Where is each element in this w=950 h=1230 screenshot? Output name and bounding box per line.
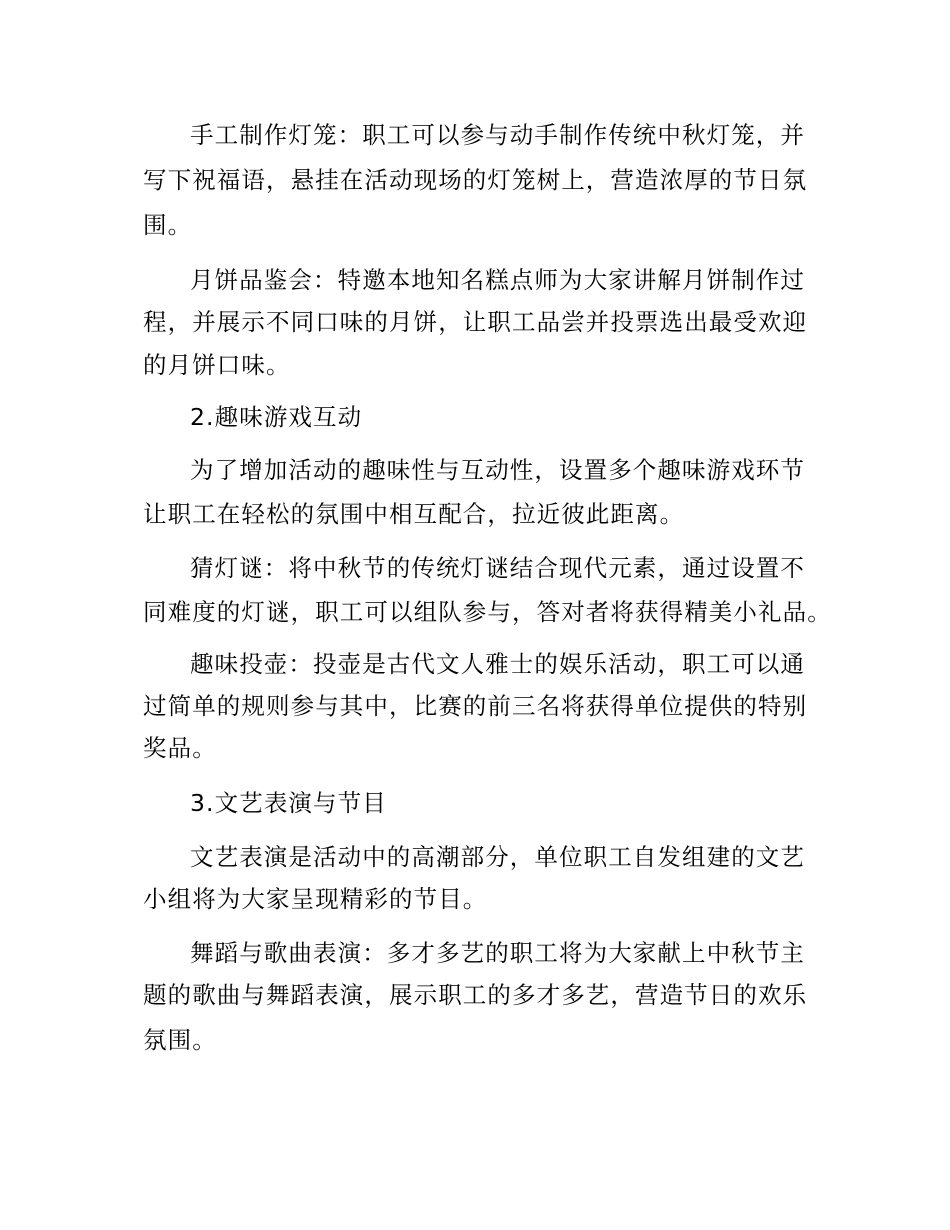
text-line: 题的歌曲与舞蹈表演，展示职工的多才多艺，营造节日的欢乐: [143, 981, 808, 1009]
text-line: 同难度的灯谜，职工可以组队参与，答对者将获得精美小礼品。: [143, 598, 832, 626]
text-line: 舞蹈与歌曲表演：多才多艺的职工将为大家献上中秋节主: [190, 939, 805, 967]
text-line: 让职工在轻松的氛围中相互配合，拉近彼此距离。: [143, 500, 685, 528]
text-line: 月饼品鉴会：特邀本地知名糕点师为大家讲解月饼制作过: [190, 266, 805, 294]
text-line: 趣味投壶：投壶是古代文人雅士的娱乐活动，职工可以通: [190, 650, 805, 678]
text-line: 小组将为大家呈现精彩的节目。: [143, 885, 488, 913]
text-line: 手工制作灯笼：职工可以参与动手制作传统中秋灯笼，并: [190, 121, 805, 149]
text-line: 程，并展示不同口味的月饼，让职工品尝并投票选出最受欢迎: [143, 308, 808, 336]
text-line: 的月饼口味。: [143, 351, 291, 379]
heading-text: 2.趣味游戏互动: [190, 403, 363, 431]
text-line: 奖品。: [143, 734, 217, 762]
text-line: 为了增加活动的趣味性与互动性，设置多个趣味游戏环节: [190, 456, 805, 484]
text-line: 文艺表演是活动中的高潮部分，单位职工自发组建的文艺: [190, 843, 805, 871]
text-line: 猜灯谜：将中秋节的传统灯谜结合现代元素，通过设置不: [190, 554, 805, 582]
text-line: 写下祝福语，悬挂在活动现场的灯笼树上，营造浓厚的节日氛: [143, 166, 808, 194]
text-line: 氛围。: [143, 1026, 217, 1054]
text-line: 过简单的规则参与其中，比赛的前三名将获得单位提供的特别: [143, 692, 808, 720]
text-line: 围。: [143, 211, 193, 239]
heading-text: 3.文艺表演与节目: [190, 789, 387, 817]
